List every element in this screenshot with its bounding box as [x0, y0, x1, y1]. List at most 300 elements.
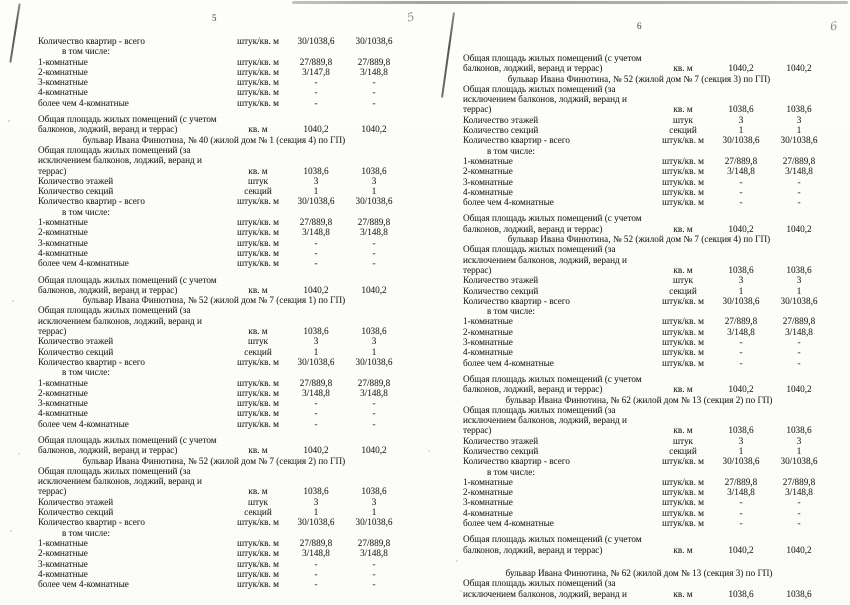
value-cell: 27/889,8 — [299, 377, 333, 388]
row-label: 3-комнатные — [38, 237, 88, 248]
value-cell: 1038,6 — [786, 104, 812, 115]
row-label: 4-комнатные — [38, 568, 88, 579]
unit-cell: штук/кв. м — [237, 247, 279, 258]
value-cell: 3/148,8 — [727, 326, 755, 337]
unit-cell: штук — [672, 435, 694, 446]
row-label: в том числе: — [62, 527, 110, 538]
row-label: Количество квартир - всего — [463, 295, 570, 306]
value-cell: - — [739, 518, 743, 529]
row-label: 1-комнатные — [38, 377, 88, 388]
subheader-row — [463, 146, 829, 156]
value-cell: - — [314, 558, 318, 569]
row-label: более чем 4-комнатные — [463, 357, 554, 368]
unit-cell: кв. м — [248, 124, 268, 135]
table-row — [38, 388, 404, 398]
value-cell: 30/1038,6 — [722, 295, 760, 306]
value-cell: - — [797, 186, 801, 197]
table-row — [38, 227, 404, 237]
value-cell: 30/1038,6 — [722, 135, 760, 146]
value-cell: - — [372, 568, 376, 579]
row-label: в том числе: — [487, 466, 535, 477]
row-label: Количество секций — [463, 445, 539, 456]
value-cell: 27/889,8 — [357, 377, 391, 388]
value-cell: - — [797, 337, 801, 348]
row-label: 2-комнатные — [38, 387, 88, 398]
value-cell: 30/1038,6 — [780, 456, 818, 467]
row-label: Количество секций — [463, 285, 539, 296]
value-cell: - — [372, 87, 376, 98]
table-row — [463, 405, 829, 436]
unit-cell: штук/кв. м — [662, 135, 704, 146]
table-row — [38, 548, 404, 558]
row-label: Общая площадь жилых помещений (с учетом балконов, лоджий, веранд и террас) — [463, 534, 642, 555]
row-label: 3-комнатные — [463, 176, 513, 187]
unit-cell: штук — [672, 275, 694, 286]
row-label: 1-комнатные — [463, 476, 513, 487]
value-cell: 1 — [313, 186, 319, 197]
address-label: бульвар Ивана Финютина, № 52 (жилой дом № 7 (секция 1) по ГП) — [82, 295, 346, 306]
value-cell: - — [797, 497, 801, 508]
table-row — [38, 238, 404, 248]
row-label: 2-комнатные — [463, 326, 513, 337]
row-label: Количество секций — [38, 507, 114, 518]
table-row — [38, 258, 404, 268]
value-cell: 30/1038,6 — [355, 517, 393, 528]
page-header — [425, 0, 850, 34]
unit-cell: штук/кв. м — [662, 487, 704, 498]
row-label: 1-комнатные — [38, 537, 88, 548]
value-cell: 1038,6 — [728, 588, 754, 599]
row-label: Общая площадь жилых помещений (с учетом балконов, лоджий, веранд и террас) — [463, 53, 642, 74]
table-row — [38, 466, 404, 497]
table-row — [38, 114, 404, 135]
unit-cell: штук/кв. м — [662, 476, 704, 487]
table-row — [38, 336, 404, 346]
value-cell: - — [314, 77, 318, 88]
value-cell: - — [739, 337, 743, 348]
row-label: 4-комнатные — [38, 87, 88, 98]
value-cell: - — [314, 418, 318, 429]
value-cell: - — [797, 197, 801, 208]
table-row — [463, 518, 829, 528]
address-label: бульвар Ивана Финютина, № 52 (жилой дом № 7 (секция 2) по ГП) — [82, 455, 346, 466]
row-label: в том числе: — [62, 367, 110, 378]
unit-cell: штук/кв. м — [662, 347, 704, 358]
value-cell: 27/889,8 — [299, 56, 333, 67]
value-cell: - — [372, 247, 376, 258]
table-row — [38, 275, 404, 296]
row-label: более чем 4-комнатные — [38, 579, 129, 590]
value-cell: 1038,6 — [361, 165, 387, 176]
row-label: Количество этажей — [463, 114, 539, 125]
row-label: Общая площадь жилых помещений (с учетом балконов, лоджий, веранд и террас) — [463, 373, 642, 395]
value-cell: - — [372, 579, 376, 590]
value-cell: 27/889,8 — [782, 155, 816, 166]
value-cell: - — [314, 408, 318, 419]
row-label: Количество этажей — [463, 435, 539, 446]
apartment-table — [425, 53, 829, 599]
unit-cell: штук/кв. м — [662, 166, 704, 177]
table-row — [463, 213, 829, 234]
page-number: 5 — [212, 13, 217, 23]
value-cell: 3/148,8 — [302, 548, 330, 559]
value-cell: 27/889,8 — [724, 155, 758, 166]
value-cell: - — [372, 408, 376, 419]
row-label: 3-комнатные — [463, 337, 513, 348]
row-label: Количество секций — [38, 186, 114, 197]
value-cell: 27/889,8 — [299, 217, 333, 228]
table-row — [463, 275, 829, 285]
value-cell: 1040,2 — [361, 124, 387, 135]
row-label: Общая площадь жилых помещений (за исключением балконов, лоджий, веранд и террас) — [38, 305, 202, 337]
row-label: более чем 4-комнатные — [38, 258, 129, 269]
table-row — [38, 87, 404, 97]
unit-cell: штук/кв. м — [662, 337, 704, 348]
value-cell: - — [739, 186, 743, 197]
value-cell: - — [372, 398, 376, 409]
value-cell: 1040,2 — [786, 63, 812, 74]
value-cell: 1 — [313, 346, 319, 357]
value-cell: 1 — [738, 445, 744, 456]
address-label: бульвар Ивана Финютина, № 62 (жилой дом № 13 (секция 2) по ГП) — [505, 394, 773, 405]
value-cell: - — [314, 579, 318, 590]
table-row — [463, 135, 829, 145]
value-cell: 3/148,8 — [360, 548, 388, 559]
unit-cell: штук/кв. м — [237, 217, 279, 228]
row-label: Количество секций — [463, 125, 539, 136]
unit-cell: штук/кв. м — [662, 316, 704, 327]
value-cell: - — [314, 237, 318, 248]
row-label: более чем 4-комнатные — [38, 418, 129, 429]
value-cell: 1 — [738, 125, 744, 136]
unit-cell: штук/кв. м — [662, 456, 704, 467]
unit-cell: штук/кв. м — [237, 537, 279, 548]
row-label: Количество этажей — [463, 275, 539, 286]
value-cell: - — [797, 347, 801, 358]
unit-cell: кв. м — [248, 445, 268, 456]
unit-cell: секций — [244, 346, 272, 357]
row-label: Количество этажей — [38, 496, 114, 507]
unit-cell: кв. м — [673, 63, 693, 74]
table-row — [38, 398, 404, 408]
value-cell: 27/889,8 — [724, 316, 758, 327]
table-row — [38, 507, 404, 517]
unit-cell: штук/кв. м — [237, 568, 279, 579]
value-cell: 3 — [313, 175, 319, 186]
value-cell: 1 — [313, 507, 319, 518]
unit-cell: штук/кв. м — [237, 356, 279, 367]
value-cell: 1040,2 — [728, 63, 754, 74]
value-cell: 1 — [796, 445, 802, 456]
table-row — [463, 296, 829, 306]
row-label: 1-комнатные — [38, 56, 88, 67]
unit-cell: штук/кв. м — [237, 548, 279, 559]
value-cell: 1 — [371, 507, 377, 518]
value-cell: - — [797, 507, 801, 518]
value-cell: 1040,2 — [303, 445, 329, 456]
value-cell: 1040,2 — [728, 384, 754, 395]
value-cell: 1 — [371, 346, 377, 357]
table-row — [38, 36, 404, 46]
table-row — [463, 337, 829, 347]
value-cell: 1040,2 — [303, 284, 329, 295]
apartment-table — [0, 36, 404, 589]
value-cell: 1038,6 — [786, 588, 812, 599]
address-label: бульвар Ивана Финютина, № 62 (жилой дом № 13 (секция 3) по ГП) — [505, 567, 773, 578]
row-label: Общая площадь жилых помещений (с учетом балконов, лоджий, веранд и террас) — [463, 213, 642, 234]
table-row — [38, 569, 404, 579]
value-cell: 3 — [313, 336, 319, 347]
table-row — [463, 286, 829, 296]
table-row — [463, 508, 829, 518]
table-row — [38, 57, 404, 67]
table-row — [463, 125, 829, 135]
value-cell: 3/148,8 — [727, 487, 755, 498]
unit-cell: кв. м — [248, 486, 268, 497]
value-cell: 3/148,8 — [302, 227, 330, 238]
unit-cell: штук/кв. м — [662, 357, 704, 368]
table-row — [463, 497, 829, 507]
value-cell: 27/889,8 — [299, 537, 333, 548]
row-label: Количество квартир - всего — [463, 135, 570, 146]
table-row — [463, 358, 829, 368]
table-row — [38, 77, 404, 87]
value-cell: 1040,2 — [728, 223, 754, 234]
value-cell: 1040,2 — [786, 223, 812, 234]
unit-cell: секций — [244, 507, 272, 518]
unit-cell: штук/кв. м — [237, 398, 279, 409]
value-cell: - — [314, 247, 318, 258]
table-row — [38, 217, 404, 227]
value-cell: 30/1038,6 — [722, 456, 760, 467]
unit-cell: штук/кв. м — [662, 507, 704, 518]
unit-cell: штук/кв. м — [237, 579, 279, 590]
value-cell: 3/148,8 — [360, 66, 388, 77]
subheader-row — [463, 467, 829, 477]
row-label: Общая площадь жилых помещений (за исключением балконов, лоджий, веранд и — [463, 578, 627, 599]
value-cell: 30/1038,6 — [780, 295, 818, 306]
unit-cell: штук/кв. м — [237, 36, 279, 46]
subheader-row — [38, 367, 404, 377]
value-cell: 27/889,8 — [782, 476, 816, 487]
unit-cell: кв. м — [673, 588, 693, 599]
unit-cell: штук/кв. м — [662, 186, 704, 197]
row-label: Количество квартир - всего — [38, 196, 145, 207]
row-label: Общая площадь жилых помещений (за исключением балконов, лоджий, веранд и террас) — [463, 83, 627, 115]
unit-cell: штук/кв. м — [237, 66, 279, 77]
table-row — [38, 145, 404, 176]
unit-cell: штук/кв. м — [662, 497, 704, 508]
unit-cell: штук/кв. м — [662, 155, 704, 166]
unit-cell: секций — [669, 445, 697, 456]
value-cell: - — [739, 197, 743, 208]
value-cell: 1 — [796, 125, 802, 136]
unit-cell: штук/кв. м — [237, 237, 279, 248]
unit-cell: штук/кв. м — [237, 77, 279, 88]
value-cell: 1040,2 — [728, 544, 754, 555]
unit-cell: штук/кв. м — [237, 377, 279, 388]
value-cell: 3 — [796, 114, 802, 125]
value-cell: 3 — [313, 496, 319, 507]
address-row — [463, 568, 829, 578]
value-cell: 3 — [371, 336, 377, 347]
value-cell: 1038,6 — [786, 264, 812, 275]
table-row — [463, 316, 829, 326]
value-cell: 3/148,8 — [360, 387, 388, 398]
unit-cell: кв. м — [248, 326, 268, 337]
handwritten-page-number: 5 — [405, 9, 416, 25]
row-label: 4-комнатные — [38, 247, 88, 258]
unit-cell: кв. м — [673, 544, 693, 555]
value-cell: 1040,2 — [786, 384, 812, 395]
page-header — [0, 0, 425, 24]
value-cell: - — [372, 237, 376, 248]
row-label: более чем 4-комнатные — [463, 197, 554, 208]
table-row — [463, 456, 829, 466]
handwritten-page-number: 6 — [828, 18, 839, 34]
value-cell: 3 — [796, 275, 802, 286]
value-cell: - — [372, 97, 376, 108]
row-label: 3-комнатные — [463, 497, 513, 508]
row-label: 2-комнатные — [38, 548, 88, 559]
row-label: Количество квартир - всего — [38, 36, 145, 46]
value-cell: 3 — [738, 435, 744, 446]
unit-cell: штук/кв. м — [237, 258, 279, 269]
value-cell: 30/1038,6 — [297, 196, 335, 207]
table-row — [463, 197, 829, 207]
page-number: 6 — [637, 21, 642, 31]
value-cell: 3/148,8 — [785, 487, 813, 498]
table-row — [38, 357, 404, 367]
value-cell: - — [797, 176, 801, 187]
table-row — [463, 477, 829, 487]
unit-cell: кв. м — [248, 284, 268, 295]
table-row — [463, 187, 829, 197]
row-label: 3-комнатные — [38, 398, 88, 409]
value-cell: 30/1038,6 — [297, 36, 335, 46]
table-row — [38, 517, 404, 527]
table-row — [38, 305, 404, 336]
unit-cell: штук/кв. м — [237, 227, 279, 238]
value-cell: - — [372, 77, 376, 88]
value-cell: 30/1038,6 — [297, 517, 335, 528]
table-row — [463, 53, 829, 74]
value-cell: 1 — [738, 285, 744, 296]
unit-cell: штук/кв. м — [662, 326, 704, 337]
unit-cell: штук/кв. м — [237, 56, 279, 67]
value-cell: 27/889,8 — [357, 56, 391, 67]
table-row — [463, 374, 829, 395]
table-row — [463, 156, 829, 166]
row-label: Количество квартир - всего — [38, 517, 145, 528]
value-cell: 3/148,8 — [360, 227, 388, 238]
address-row — [463, 234, 829, 244]
value-cell: - — [739, 507, 743, 518]
unit-cell: секций — [669, 285, 697, 296]
unit-cell: кв. м — [673, 104, 693, 115]
row-label: Общая площадь жилых помещений (с учетом балконов, лоджий, веранд и террас) — [38, 114, 217, 135]
subheader-row — [463, 306, 829, 316]
table-row — [38, 248, 404, 258]
row-label: 2-комнатные — [38, 66, 88, 77]
row-label: 2-комнатные — [463, 487, 513, 498]
value-cell: - — [797, 357, 801, 368]
value-cell: 1038,6 — [303, 326, 329, 337]
table-row — [463, 84, 829, 115]
value-cell: 30/1038,6 — [355, 196, 393, 207]
row-label: более чем 4-комнатные — [38, 97, 129, 108]
row-label: 4-комнатные — [463, 507, 513, 518]
subheader-row — [38, 207, 404, 217]
table-row — [38, 176, 404, 186]
value-cell: 30/1038,6 — [780, 135, 818, 146]
unit-cell: штук/кв. м — [237, 418, 279, 429]
value-cell: 3/148,8 — [785, 166, 813, 177]
table-row — [463, 578, 829, 599]
value-cell: 1040,2 — [303, 124, 329, 135]
table-row — [463, 166, 829, 176]
address-row — [463, 74, 829, 84]
table-row — [38, 186, 404, 196]
row-label: 1-комнатные — [463, 155, 513, 166]
row-label: 4-комнатные — [463, 186, 513, 197]
row-label: Количество квартир - всего — [463, 456, 570, 467]
table-row — [38, 559, 404, 569]
row-label: более чем 4-комнатные — [463, 518, 554, 529]
unit-cell: кв. м — [248, 165, 268, 176]
value-cell: - — [739, 347, 743, 358]
address-label: бульвар Ивана Финютина, № 52 (жилой дом № 7 (секция 4) по ГП) — [507, 234, 771, 245]
unit-cell: штук — [247, 175, 269, 186]
value-cell: 3/147,8 — [302, 66, 330, 77]
value-cell: 27/889,8 — [357, 217, 391, 228]
table-row — [38, 579, 404, 589]
row-label: в том числе: — [62, 46, 110, 57]
address-row — [38, 135, 404, 145]
value-cell: - — [314, 398, 318, 409]
value-cell: 1038,6 — [361, 486, 387, 497]
value-cell: - — [739, 176, 743, 187]
unit-cell: штук — [247, 496, 269, 507]
unit-cell: штук/кв. м — [237, 408, 279, 419]
value-cell: 30/1038,6 — [355, 36, 393, 46]
unit-cell: штук/кв. м — [237, 387, 279, 398]
subheader-row — [38, 528, 404, 538]
unit-cell: штук/кв. м — [237, 558, 279, 569]
address-row — [38, 456, 404, 466]
row-label: Количество квартир - всего — [38, 356, 145, 367]
unit-cell: штук — [672, 114, 694, 125]
value-cell: - — [314, 97, 318, 108]
table-row — [38, 435, 404, 456]
row-label: Количество этажей — [38, 336, 114, 347]
unit-cell: штук/кв. м — [237, 87, 279, 98]
row-label: 3-комнатные — [38, 77, 88, 88]
row-label: Общая площадь жилых помещений (за исключением балконов, лоджий, веранд и террас) — [463, 404, 627, 436]
unit-cell: штук/кв. м — [662, 176, 704, 187]
table-row — [463, 347, 829, 357]
table-row — [38, 538, 404, 548]
table-row — [463, 327, 829, 337]
address-label: бульвар Ивана Финютина, № 52 (жилой дом № 7 (секция 3) по ГП) — [507, 73, 771, 84]
value-cell: - — [372, 558, 376, 569]
row-label: Общая площадь жилых помещений (за исключением балконов, лоджий, веранд и террас) — [38, 465, 202, 497]
table-row — [38, 347, 404, 357]
table-row — [38, 196, 404, 206]
value-cell: - — [314, 258, 318, 269]
row-label: 2-комнатные — [38, 227, 88, 238]
value-cell: 3 — [371, 496, 377, 507]
